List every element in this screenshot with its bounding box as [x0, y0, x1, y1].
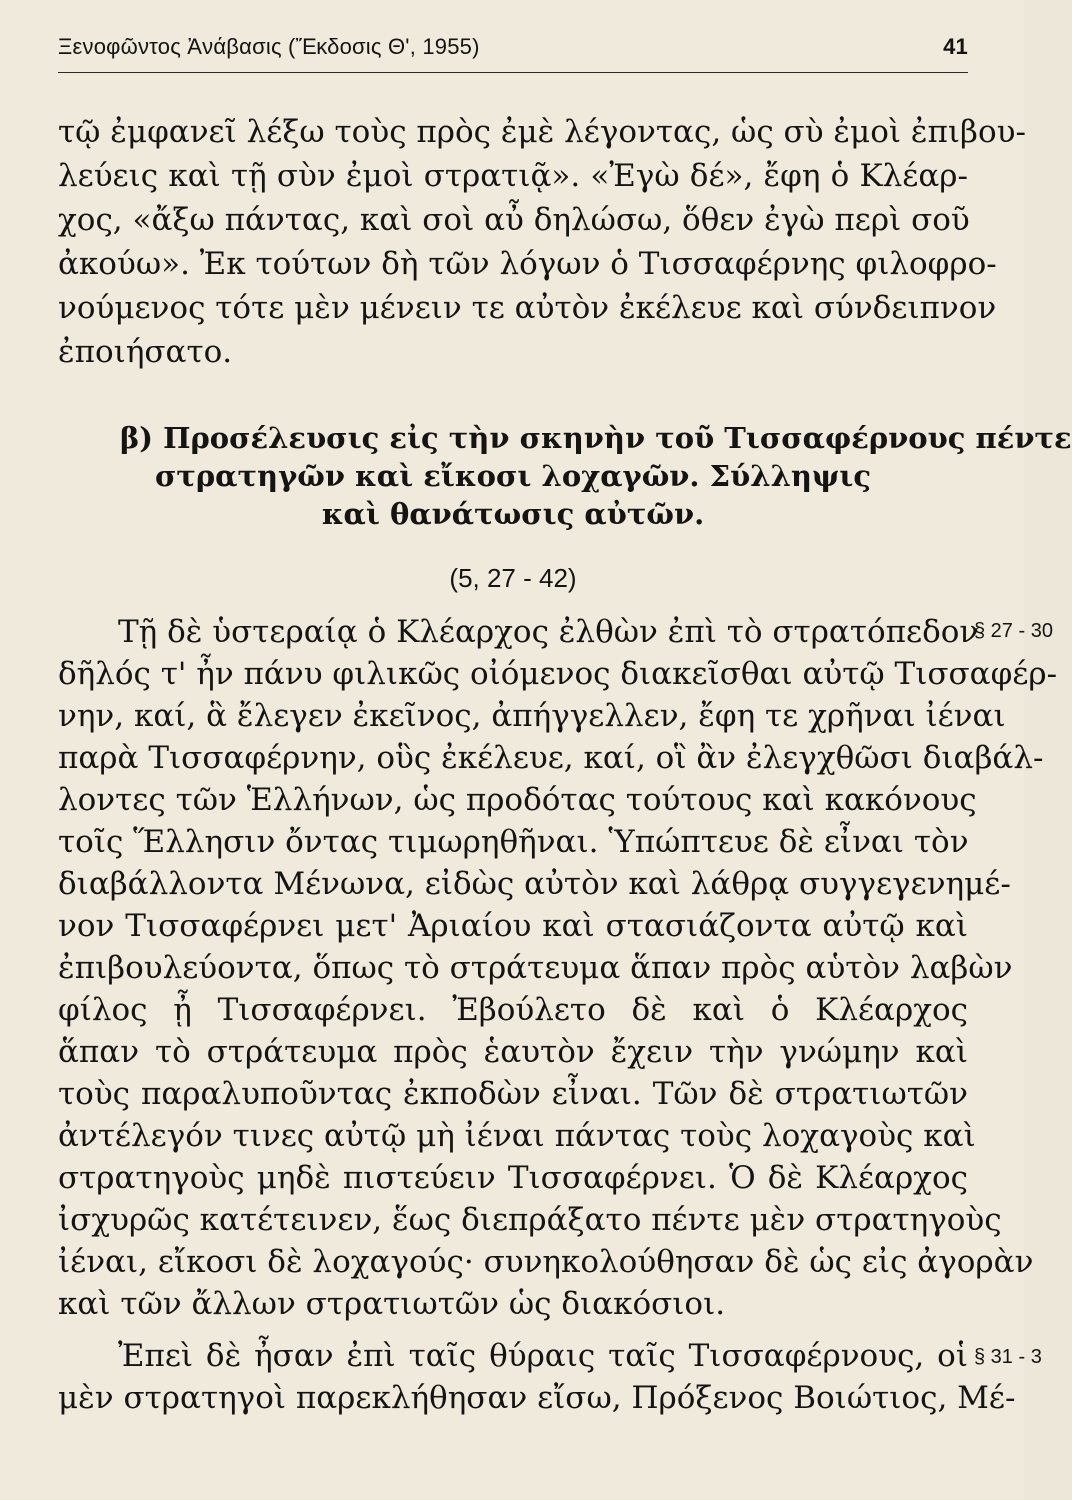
text-line: νην, καί, ἃ ἔλεγεν ἐκεῖνος, ἀπήγγελλεν, ἔφη τε χρῆναι ἰέναι	[58, 698, 1006, 734]
text-line: τῷ ἐμφανεῖ λέξω τοὺς πρὸς ἐμὲ λέγοντας, ὡς σὺ ἐμοὶ ἐπιβου-	[58, 114, 1026, 150]
margin-note-section-31: § 31 - 3	[974, 1346, 1042, 1368]
section-heading-line: στρατηγῶν καὶ εἴκοσι λοχαγῶν. Σύλληψις	[154, 459, 871, 493]
text-line: τοὺς παραλυποῦντας ἐκποδὼν εἶναι. Τῶν δὲ στρατιωτῶν	[58, 1076, 968, 1112]
header-rule	[58, 72, 968, 73]
text-line: χος, «ἄξω πάντας, καὶ σοὶ αὖ δηλώσω, ὅθεν ἐγὼ περὶ σοῦ	[58, 202, 970, 238]
text-line: φίλος ᾖ Τισσαφέρνει. Ἐβούλετο δὲ καὶ ὁ Κλέαρχος	[58, 992, 968, 1028]
section-reference: (5, 27 - 42)	[449, 563, 577, 593]
text-line: διαβάλλοντα Μένωνα, εἰδὼς αὐτὸν καὶ λάθρᾳ συγγεγενημέ-	[58, 866, 1011, 902]
text-line: ἀκούω». Ἐκ τούτων δὴ τῶν λόγων ὁ Τισσαφέρνης φιλοφρο-	[58, 246, 997, 282]
text-line: στρατηγοὺς μηδὲ πιστεύειν Τισσαφέρνει. Ὁ δὲ Κλέαρχος	[58, 1160, 968, 1196]
text-line: λεύεις καὶ τῇ σὺν ἐμοὶ στρατιᾷ». «Ἐγὼ δέ», ἔφη ὁ Κλέαρ-	[58, 158, 968, 194]
text-line: παρὰ Τισσαφέρνην, οὓς ἐκέλευε, καί, οἳ ἂν ἐλεγχθῶσι διαβάλ-	[58, 740, 1044, 776]
running-title: Ξενοφῶντος Ἀνάβασις (Ἔκδοσις Θ', 1955)	[58, 34, 480, 59]
text-line: δῆλός τ' ἦν πάνυ φιλικῶς οἰόμενος διακεῖσθαι αὐτῷ Τισσαφέρ-	[58, 656, 1058, 692]
text-line: ἐπιβουλεύοντα, ὅπως τὸ στράτευμα ἅπαν πρὸς αὑτὸν λαβὼν	[58, 950, 1013, 986]
text-line: νούμενος τότε μὲν μένειν τε αὐτὸν ἐκέλευε καὶ σύνδειπνον	[58, 290, 997, 326]
text-line: Ἐπεὶ δὲ ἦσαν ἐπὶ ταῖς θύραις ταῖς Τισσαφέρνους, οἱ	[118, 1338, 968, 1374]
text-line: ἅπαν τὸ στράτευμα πρὸς ἑαυτὸν ἔχειν τὴν γνώμην καὶ	[58, 1034, 968, 1070]
text-line: τοῖς Ἕλλησιν ὄντας τιμωρηθῆναι. Ὑπώπτευε δὲ εἶναι τὸν	[58, 824, 969, 860]
running-head	[58, 34, 968, 64]
text-line: Τῇ δὲ ὑστεραίᾳ ὁ Κλέαρχος ἐλθὼν ἐπὶ τὸ στρατόπεδον	[118, 614, 979, 650]
text-line: καὶ τῶν ἄλλων στρατιωτῶν ὡς διακόσιοι.	[58, 1286, 726, 1322]
text-line: λοντες τῶν Ἑλλήνων, ὡς προδότας τούτους καὶ κακόνους	[58, 782, 977, 818]
text-line: ἰέναι, εἴκοσι δὲ λοχαγούς· συνηκολούθησαν δὲ ὡς εἰς ἀγορὰν	[58, 1244, 1034, 1280]
margin-note-section-27-30: § 27 - 30	[974, 620, 1053, 642]
page-number: 41	[943, 34, 968, 59]
text-line: μὲν στρατηγοὶ παρεκλήθησαν εἴσω, Πρόξενος Βοιώτιος, Μέ-	[58, 1380, 1016, 1416]
text-line: ἀντέλεγόν τινες αὐτῷ μὴ ἰέναι πάντας τοὺς λοχαγοὺς καὶ	[58, 1118, 976, 1154]
text-line: ἰσχυρῶς κατέτεινεν, ἕως διεπράξατο πέντε μὲν στρατηγοὺς	[58, 1202, 1002, 1238]
text-line: νον Τισσαφέρνει μετ' Ἀριαίου καὶ στασιάζοντα αὐτῷ καὶ	[58, 908, 968, 944]
text-line: ἐποιήσατο.	[58, 334, 233, 370]
section-heading-line: β) Προσέλευσις εἰς τὴν σκηνὴν τοῦ Τισσαφέρνους πέντε	[120, 421, 1072, 455]
section-heading-line: καὶ θανάτωσις αὐτῶν.	[321, 497, 705, 531]
